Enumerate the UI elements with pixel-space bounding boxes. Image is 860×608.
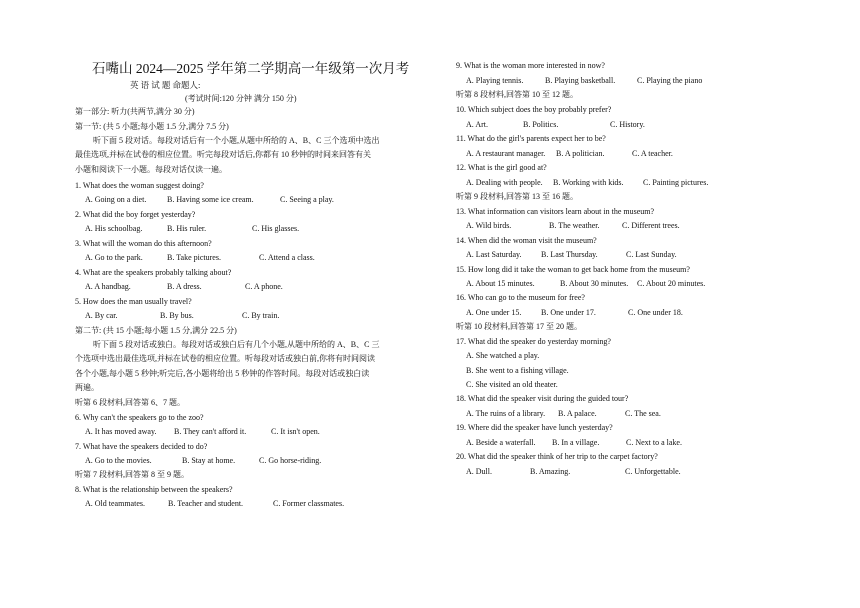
option: B. Last Thursday.: [541, 250, 598, 259]
option: A. About 15 minutes.: [466, 279, 535, 288]
question-14: 14. When did the woman visit the museum?: [456, 236, 597, 245]
option: A. Playing tennis.: [466, 76, 524, 85]
option: C. By train.: [242, 311, 280, 320]
option: A. Go to the park.: [85, 253, 143, 262]
option: B. About 30 minutes.: [560, 279, 629, 288]
option: C. Playing the piano: [637, 76, 703, 85]
section1-instruction: 小题和阅读下一小题。每段对话仅读一遍。: [75, 165, 227, 174]
option: B. Having some ice cream.: [167, 195, 254, 204]
material-note: 听第 9 段材料,回答第 13 至 16 题。: [456, 192, 578, 201]
option: C. Unforgettable.: [625, 467, 681, 476]
option: B. A palace.: [558, 409, 597, 418]
option: C. Go horse-riding.: [259, 456, 322, 465]
question-12: 12. What is the girl good at?: [456, 163, 547, 172]
section2-heading: 第二节: (共 15 小题;每小题 1.5 分,满分 22.5 分): [75, 326, 237, 335]
question-11: 11. What do the girl's parents expect her to be?: [456, 134, 606, 143]
option: B. Stay at home.: [182, 456, 236, 465]
exam-title: 石嘴山 2024—2025 学年第二学期高一年级第一次月考: [92, 61, 410, 76]
option: A. It has moved away.: [85, 427, 157, 436]
option: A. Dealing with people.: [466, 178, 543, 187]
question-5: 5. How does the man usually travel?: [75, 297, 192, 306]
option: A. Going on a diet.: [85, 195, 147, 204]
question-8: 8. What is the relationship between the speakers?: [75, 485, 233, 494]
option: A. She watched a play.: [466, 351, 540, 360]
option: C. One under 18.: [628, 308, 683, 317]
question-6: 6. Why can't the speakers go to the zoo?: [75, 413, 204, 422]
option: B. Working with kids.: [553, 178, 624, 187]
option: B. By bus.: [160, 311, 194, 320]
section2-instruction: 个选项中选出最佳选项,并标在试卷的相应位置。听每段对话或独白前,你将有时间阅读: [75, 354, 375, 363]
exam-subject: 英 语 试 题 命题人:: [130, 80, 201, 90]
question-17: 17. What did the speaker do yesterday morning?: [456, 337, 611, 346]
option: C. Different trees.: [622, 221, 680, 230]
option: A. Last Saturday.: [466, 250, 522, 259]
option: B. One under 17.: [541, 308, 596, 317]
option: A. A handbag.: [85, 282, 131, 291]
option: B. Politics.: [523, 120, 559, 129]
option: C. A phone.: [245, 282, 283, 291]
option: B. She went to a fishing village.: [466, 366, 569, 375]
question-15: 15. How long did it take the woman to get back home from the museum?: [456, 265, 690, 274]
question-4: 4. What are the speakers probably talking about?: [75, 268, 232, 277]
section1-heading: 第一节: (共 5 小题;每小题 1.5 分,满分 7.5 分): [75, 122, 229, 131]
option: A. By car.: [85, 311, 118, 320]
option: A. Go to the movies.: [85, 456, 152, 465]
option: A. The ruins of a library.: [466, 409, 546, 418]
option: B. They can't afford it.: [174, 427, 247, 436]
option: C. Former classmates.: [273, 499, 345, 508]
option: C. She visited an old theater.: [466, 380, 558, 389]
question-13: 13. What information can visitors learn about in the museum?: [456, 207, 655, 216]
material-note: 听第 8 段材料,回答第 10 至 12 题。: [456, 90, 578, 99]
option: A. One under 15.: [466, 308, 522, 317]
option: B. In a village.: [552, 438, 600, 447]
option: B. A politician.: [556, 149, 605, 158]
question-7: 7. What have the speakers decided to do?: [75, 442, 208, 451]
option: A. Dull.: [466, 467, 492, 476]
part1-heading: 第一部分: 听力(共两节,满分 30 分): [75, 107, 195, 116]
question-20: 20. What did the speaker think of her trip to the carpet factory?: [456, 452, 658, 461]
section2-instruction: 两遍。: [75, 383, 99, 392]
material-note: 听第 10 段材料,回答第 17 至 20 题。: [456, 322, 582, 331]
option: C. Painting pictures.: [643, 178, 709, 187]
question-3: 3. What will the woman do this afternoon?: [75, 239, 212, 248]
section2-instruction: 各个小题,每小题 5 秒钟;听完后,各小题将给出 5 秒钟的作答时间。每段对话或独白读: [75, 369, 370, 378]
option: A. His schoolbag.: [85, 224, 143, 233]
material-note: 听第 6 段材料,回答第 6、7 题。: [75, 398, 185, 407]
question-9: 9. What is the woman more interested in now?: [456, 61, 605, 70]
option: B. The weather.: [549, 221, 600, 230]
option: C. A teacher.: [632, 149, 673, 158]
option: C. About 20 minutes.: [637, 279, 706, 288]
option: B. Amazing.: [530, 467, 571, 476]
option: C. It isn't open.: [271, 427, 320, 436]
exam-time-note: (考试时间:120 分钟 满分 150 分): [185, 94, 297, 103]
option: A. Wild birds.: [466, 221, 512, 230]
option: B. Playing basketball.: [545, 76, 616, 85]
option: C. Seeing a play.: [280, 195, 334, 204]
option: A. Beside a waterfall.: [466, 438, 536, 447]
material-note: 听第 7 段材料,回答第 8 至 9 题。: [75, 470, 189, 479]
question-16: 16. Who can go to the museum for free?: [456, 293, 585, 302]
option: B. Teacher and student.: [168, 499, 244, 508]
question-1: 1. What does the woman suggest doing?: [75, 181, 204, 190]
question-18: 18. What did the speaker visit during the guided tour?: [456, 394, 629, 403]
option: A. Old teammates.: [85, 499, 145, 508]
question-19: 19. Where did the speaker have lunch yesterday?: [456, 423, 613, 432]
option: C. The sea.: [625, 409, 661, 418]
question-10: 10. Which subject does the boy probably prefer?: [456, 105, 612, 114]
option: B. His ruler.: [167, 224, 207, 233]
option: A. A restaurant manager.: [466, 149, 546, 158]
question-2: 2. What did the boy forget yesterday?: [75, 210, 196, 219]
option: C. Next to a lake.: [626, 438, 682, 447]
option: A. Art.: [466, 120, 488, 129]
option: C. History.: [610, 120, 645, 129]
option: C. His glasses.: [252, 224, 300, 233]
option: C. Last Sunday.: [626, 250, 677, 259]
section2-instruction: 听下面 5 段对话或独白。每段对话或独白后有几个小题,从题中所给的 A、B、C 三: [93, 340, 380, 349]
option: B. Take pictures.: [167, 253, 221, 262]
option: B. A dress.: [167, 282, 202, 291]
option: C. Attend a class.: [259, 253, 315, 262]
section1-instruction: 听下面 5 段对话。每段对话后有一个小题,从题中所给的 A、B、C 三个选项中选出: [93, 136, 380, 145]
section1-instruction: 最佳选项,并标在试卷的相应位置。听完每段对话后,你都有 10 秒钟的时间来回答有关: [75, 150, 371, 159]
